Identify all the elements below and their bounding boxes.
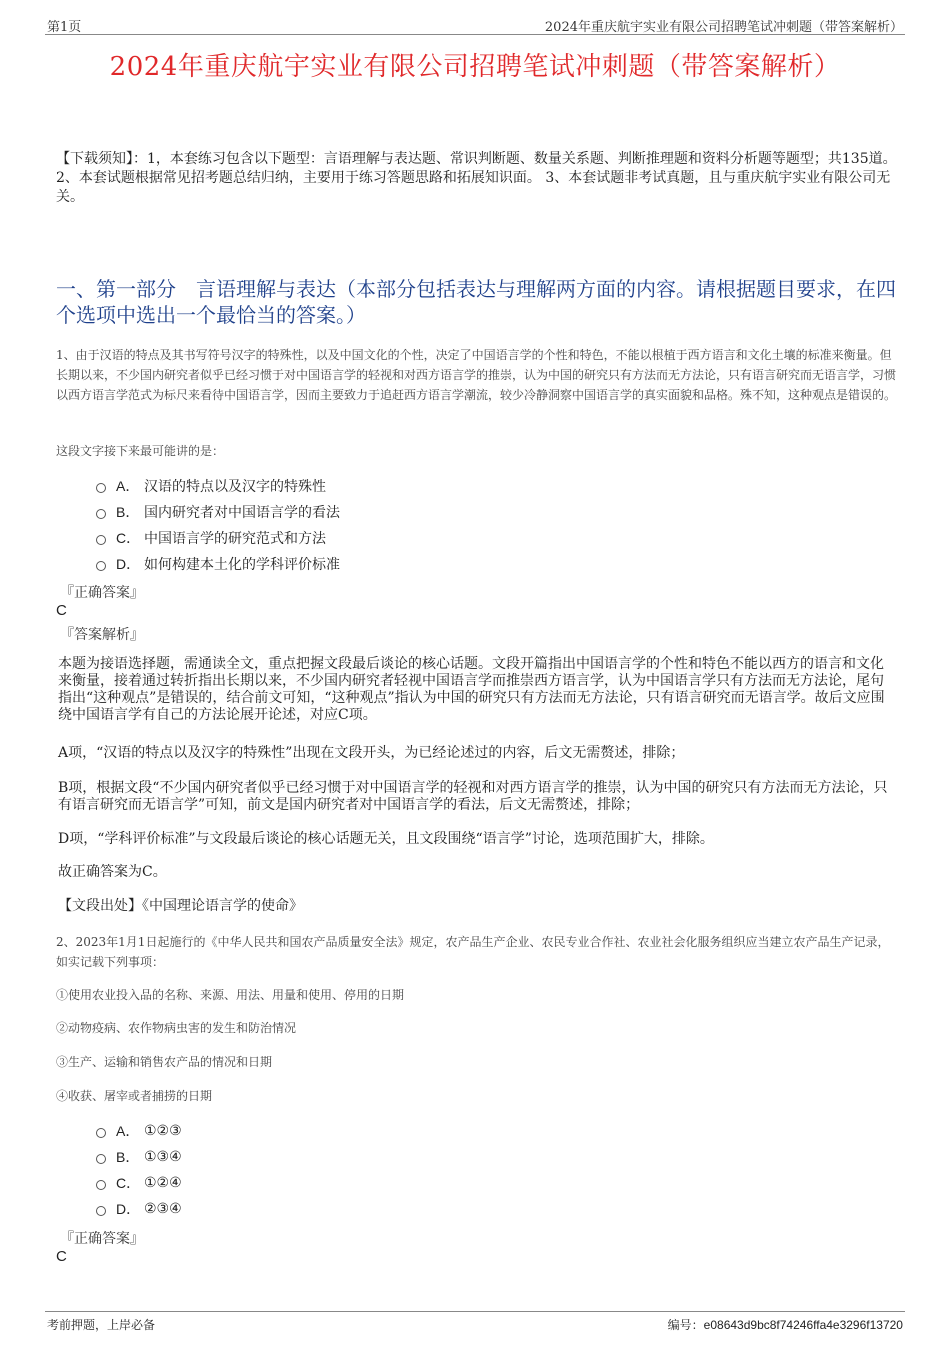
option-text: ②③④ xyxy=(144,1201,182,1217)
analysis-conclusion: 故正确答案为C。 xyxy=(58,864,167,880)
document-id: 编号：e08643d9bc8f74246ffa4e3296f13720 xyxy=(667,1318,903,1332)
option-text: ①②③ xyxy=(144,1123,182,1139)
radio-icon[interactable] xyxy=(96,509,106,519)
option-d[interactable] xyxy=(96,1196,182,1222)
question-2-item-4: ④收获、屠宰或者捕捞的日期 xyxy=(56,1089,213,1103)
radio-icon[interactable] xyxy=(96,561,106,571)
radio-icon[interactable] xyxy=(96,1180,106,1190)
page-footer xyxy=(45,1311,905,1334)
option-key: D． xyxy=(116,1201,141,1217)
option-a[interactable] xyxy=(96,1118,182,1144)
option-key: B． xyxy=(116,1149,140,1165)
answer-label: 『正确答案』 xyxy=(60,585,144,601)
question-1-options xyxy=(96,473,340,577)
option-key: C． xyxy=(116,1175,141,1191)
analysis-option-b: B项，根据文段“不少国内研究者似乎已经习惯于对中国语言学的轻视和对西方语言学的推崇，认为中国的研究只有方法而无方法论，只有语言研究而无语言学”可知，前文是国内研究者对中国语言学的看法，后文无需赘述，排除； xyxy=(58,780,888,813)
radio-icon[interactable] xyxy=(96,483,106,493)
question-1-text: 1、由于汉语的特点及其书写符号汉字的特殊性，以及中国文化的个性，决定了中国语言学的个性和特色，不能以根植于西方语言和文化土壤的标准来衡量。但长期以来，不少国内研究者似乎已经习惯于对中国语言学的轻视和对西方语言学的推崇，认为中国的研究只有方法而无方法论，只有语言研究而无语言学，习惯以西方语言学范式为标尺来看待中国语言学，因而主要致力于追赶西方语言学潮流，较少冷静洞察中国语言学的真实面貌和品格。殊不知，这种观点是错误的。 xyxy=(56,348,897,402)
analysis-label: 『答案解析』 xyxy=(60,627,144,643)
option-c[interactable] xyxy=(96,1170,182,1196)
analysis-option-d: D项，“学科评价标准”与文段最后谈论的核心话题无关，且文段围绕“语言学”讨论，选项范围扩大，排除。 xyxy=(58,831,714,847)
option-key: C． xyxy=(116,530,141,546)
radio-icon[interactable] xyxy=(96,1128,106,1138)
text-source: 【文段出处】《中国理论语言学的使命》 xyxy=(58,898,303,914)
question-2-item-1: ①使用农业投入品的名称、来源、用法、用量和使用、停用的日期 xyxy=(56,988,405,1002)
answer-value: C xyxy=(56,602,67,619)
option-text: 国内研究者对中国语言学的看法 xyxy=(144,505,340,521)
option-key: A． xyxy=(116,478,140,494)
section-title: 一、第一部分 言语理解与表达（本部分包括表达与理解两方面的内容。请根据题目要求，在四个选项中选出一个最恰当的答案。） xyxy=(56,277,896,327)
document-title: 2024年重庆航宇实业有限公司招聘笔试冲刺题（带答案解析） xyxy=(109,52,841,82)
option-text: 汉语的特点以及汉字的特殊性 xyxy=(144,479,326,495)
option-c[interactable] xyxy=(96,525,340,551)
question-1-prompt: 这段文字接下来最可能讲的是： xyxy=(56,444,225,458)
page-header xyxy=(45,14,905,35)
option-text: ①③④ xyxy=(144,1149,182,1165)
footer-slogan: 考前押题，上岸必备 xyxy=(47,1318,156,1332)
option-d[interactable] xyxy=(96,551,340,577)
analysis-option-a: A项，“汉语的特点以及汉字的特殊性”出现在文段开头，为已经论述过的内容，后文无需赘述，排除； xyxy=(58,745,685,761)
question-2-options xyxy=(96,1118,182,1222)
analysis-main: 本题为接语选择题，需通读全文，重点把握文段最后谈论的核心话题。文段开篇指出中国语言学的个性和特色不能以西方的语言和文化来衡量，接着通过转折指出长期以来，不少国内研究者轻视中国语言学而推崇西方语言学，认为中国语言学只有方法而无方法论，尾句指出“这种观点”是错误的，结合前文可知，“这种观点”指认为中国的研究只有方法而无方法论，只有语言研究而无语言学。故后文应围绕中国语言学有自己的方法论展开论述，对应C项。 xyxy=(58,656,885,723)
question-2-item-3: ③生产、运输和销售农产品的情况和日期 xyxy=(56,1055,273,1069)
radio-icon[interactable] xyxy=(96,1154,106,1164)
download-notice: 【下载须知】：1，本套练习包含以下题型：言语理解与表达题、常识判断题、数量关系题、判断推理题和资料分析题等题型；共135道。 2、本套试题根据常见招考题总结归纳，主要用于练习答题思路和拓展知识面。 3、本套试题非考试真题，且与重庆航宇实业有限公司无关。 xyxy=(56,151,897,205)
question-2-text: 2、2023年1月1日起施行的《中华人民共和国农产品质量安全法》规定，农产品生产企业、农民专业合作社、农业社会化服务组织应当建立农产品生产记录，如实记载下列事项： xyxy=(56,935,890,969)
answer-value: C xyxy=(56,1248,67,1265)
option-b[interactable] xyxy=(96,499,340,525)
option-text: ①②④ xyxy=(144,1175,182,1191)
radio-icon[interactable] xyxy=(96,1206,106,1216)
option-a[interactable] xyxy=(96,473,340,499)
page-number: 第1页 xyxy=(47,20,82,35)
answer-label: 『正确答案』 xyxy=(60,1231,144,1247)
question-2-item-2: ②动物疫病、农作物病虫害的发生和防治情况 xyxy=(56,1021,297,1035)
option-b[interactable] xyxy=(96,1144,182,1170)
header-doc-title: 2024年重庆航宇实业有限公司招聘笔试冲刺题（带答案解析） xyxy=(544,20,903,35)
option-text: 如何构建本土化的学科评价标准 xyxy=(144,557,340,573)
option-key: A． xyxy=(116,1123,140,1139)
option-key: B． xyxy=(116,504,140,520)
radio-icon[interactable] xyxy=(96,535,106,545)
option-text: 中国语言学的研究范式和方法 xyxy=(144,531,326,547)
option-key: D． xyxy=(116,556,141,572)
